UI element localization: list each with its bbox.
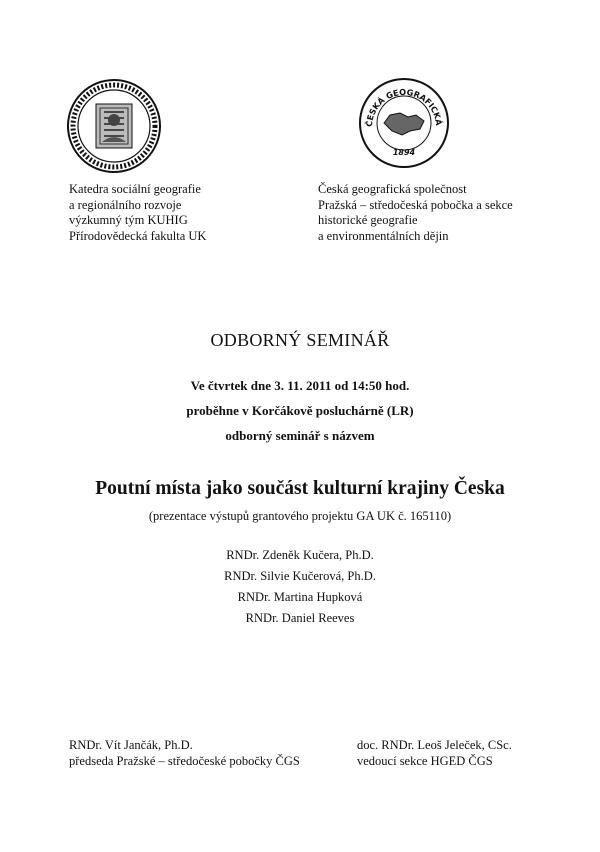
organizer-right-line: Česká geografická společnost (318, 182, 467, 196)
invitation-text (0, 373, 600, 448)
seal-year: 1894 (392, 148, 416, 157)
charles-university-seal-icon (66, 78, 162, 174)
invitation-line: proběhne v Korčákově posluchárně (LR) (186, 403, 414, 418)
speaker-list (0, 545, 600, 629)
invitation-line: Ve čtvrtek dne 3. 11. 2011 od 14:50 hod. (190, 378, 410, 393)
organizer-right-line: historické geografie (318, 213, 418, 227)
signature-role: předseda Pražské – středočeské pobočky ČGS (69, 753, 300, 768)
organizer-right (318, 182, 513, 244)
speaker-name: RNDr. Silvie Kučerová, Ph.D. (224, 569, 376, 583)
organizer-left-line: výzkumný tým KUHIG (69, 213, 188, 227)
signature-role: vedoucí sekce HGED ČGS (357, 753, 493, 768)
organizer-left-line: a regionálního rozvoje (69, 197, 182, 212)
czech-geographic-society-seal-icon (358, 77, 450, 169)
speaker-name: RNDr. Zdeněk Kučera, Ph.D. (226, 548, 374, 562)
seminar-subtitle: (prezentace výstupů grantového projektu GA UK č. 165110) (148, 509, 452, 523)
signature-left (69, 738, 300, 769)
signature-right (357, 738, 512, 769)
seal-text: ČESKÁ GEOGRAFICKÁ (363, 86, 445, 128)
seminar-title: Poutní místa jako součást kulturní krajiny Česka (95, 478, 505, 499)
signature-name: doc. RNDr. Leoš Jeleček, CSc. (357, 738, 512, 752)
speaker-name: RNDr. Martina Hupková (237, 590, 363, 604)
organizer-left-line: Katedra sociální geografie (69, 182, 201, 196)
organizer-left (69, 182, 206, 244)
organizer-left-line: Přírodovědecká fakulta UK (69, 228, 207, 243)
organizer-right-line: a environmentálních dějin (318, 228, 449, 243)
organizer-right-line: Pražská – středočeská pobočka a sekce (318, 197, 513, 212)
signature-name: RNDr. Vít Jančák, Ph.D. (69, 738, 193, 752)
speaker-name: RNDr. Daniel Reeves (245, 611, 355, 625)
invitation-line: odborný seminář s názvem (225, 428, 375, 443)
seminar-heading: ODBORNÝ SEMINÁŘ (210, 330, 390, 350)
